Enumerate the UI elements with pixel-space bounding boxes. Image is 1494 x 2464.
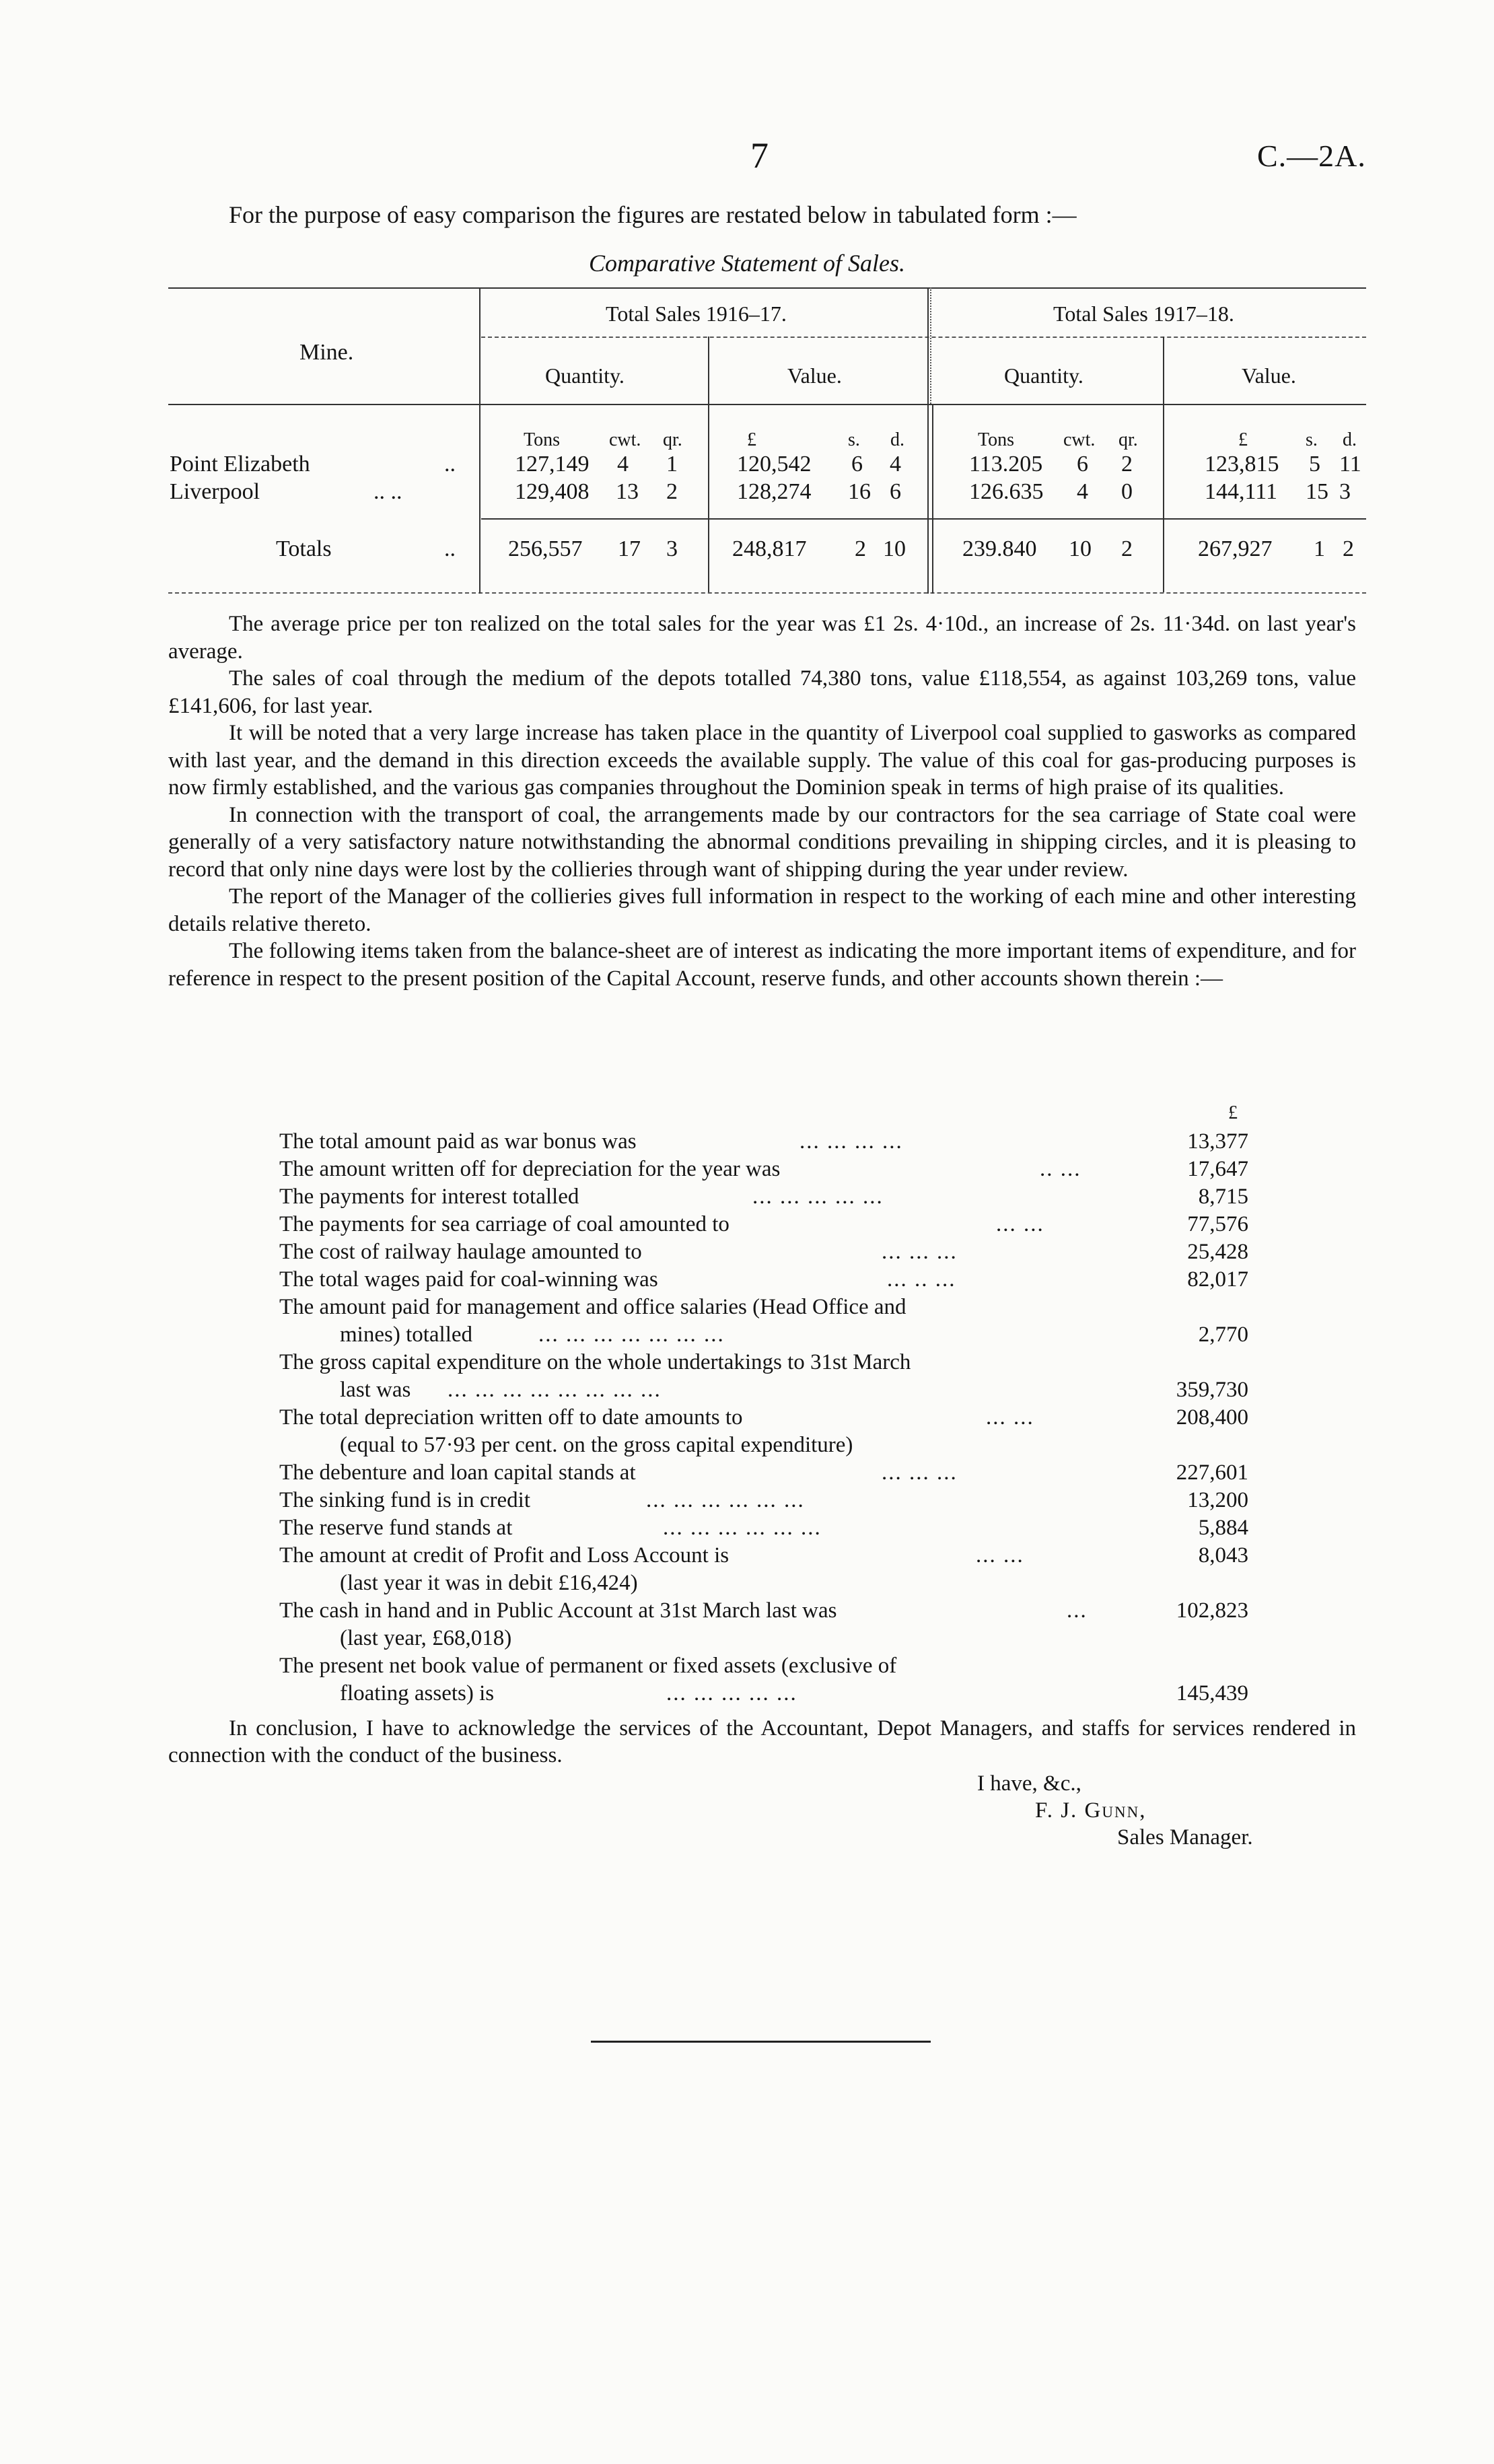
- signature-title: Sales Manager.: [1117, 1825, 1253, 1850]
- item-depreciation-year: [0, 1157, 1494, 1184]
- value-header-1917: Value.: [1242, 363, 1296, 388]
- row-dots: ..: [444, 452, 456, 477]
- total-v17-d: 2: [1343, 536, 1354, 561]
- leader-dots: ...: [1067, 1598, 1088, 1623]
- item-railway-haulage: [0, 1240, 1494, 1267]
- item-value: 8,043: [1198, 1543, 1248, 1568]
- item-text: The reserve fund stands at: [279, 1516, 513, 1540]
- item-cash-in-hand: [0, 1598, 1494, 1625]
- year-divider-rule-b: [932, 404, 933, 594]
- total-v17-s: 1: [1314, 536, 1325, 561]
- q16-qr: 2: [666, 479, 678, 504]
- q16-cwt: 13: [616, 479, 639, 504]
- item-text: The cash in hand and in Public Account at 31st March last was: [279, 1598, 837, 1623]
- v16-d: 4: [890, 452, 901, 477]
- intro-text: For the purpose of easy comparison the figures are restated below in tabulated form :—: [229, 201, 1077, 228]
- item-value: 82,017: [1187, 1267, 1248, 1292]
- item-text: The debenture and loan capital stands at: [279, 1460, 636, 1485]
- item-value: 359,730: [1176, 1378, 1248, 1402]
- item-note: (last year it was in debit £16,424): [340, 1571, 638, 1595]
- qty-value-rule-1916: [708, 337, 709, 592]
- leader-dots: ... .. ...: [887, 1267, 956, 1292]
- group-header-1917: Total Sales 1917–18.: [1053, 302, 1234, 326]
- item-debenture: [0, 1460, 1494, 1487]
- item-gross-capital-cont: [0, 1378, 1494, 1405]
- item-value: 25,428: [1187, 1240, 1248, 1264]
- leader-dots: ... ... ...: [882, 1240, 958, 1264]
- unit-qr-1917: qr.: [1118, 429, 1138, 450]
- signature-closing: I have, &c.,: [977, 1771, 1081, 1796]
- item-value: 13,200: [1187, 1488, 1248, 1512]
- item-management-salaries-cont: [0, 1323, 1494, 1349]
- item-management-salaries: [0, 1295, 1494, 1322]
- q17-qr: 0: [1121, 479, 1133, 504]
- v16-s: 16: [848, 479, 871, 504]
- v16-pounds: 128,274: [737, 479, 812, 504]
- page-number: 7: [750, 135, 769, 176]
- item-text: The amount at credit of Profit and Loss Account is: [279, 1543, 730, 1568]
- item-value: 8,715: [1198, 1185, 1248, 1209]
- quantity-header-1917: Quantity.: [1004, 363, 1083, 388]
- q17-tons: 113.205: [969, 452, 1043, 477]
- leader-dots: .. ...: [1040, 1157, 1081, 1181]
- conclusion-text: In conclusion, I have to acknowledge the services of the Accountant, Depot Managers, and staffs for services rendered in connection with the conduct of the business.: [168, 1716, 1356, 1767]
- q17-cwt: 6: [1077, 452, 1088, 477]
- q17-qr: 2: [1121, 452, 1133, 477]
- total-v17-pounds: 267,927: [1198, 536, 1273, 561]
- item-sinking-fund: [0, 1488, 1494, 1515]
- unit-s-1916: s.: [848, 429, 860, 450]
- totals-dots: ..: [444, 536, 456, 561]
- leader-dots: ... ... ... ... ...: [752, 1185, 884, 1209]
- table-caption: Comparative Statement of Sales.: [589, 250, 905, 277]
- document-reference: C.—2A.: [1257, 139, 1366, 173]
- item-value: 13,377: [1187, 1129, 1248, 1154]
- item-fixed-assets: [0, 1654, 1494, 1681]
- item-text: The amount written off for depreciation for the year was: [279, 1157, 781, 1181]
- unit-pounds-1916: £: [747, 429, 756, 450]
- item-text: The total depreciation written off to date amounts to: [279, 1405, 743, 1430]
- table-top-rule: [168, 287, 1366, 289]
- leader-dots: ... ...: [976, 1543, 1024, 1568]
- unit-d-1917: d.: [1343, 429, 1357, 450]
- paragraph-depot-sales: The sales of coal through the medium of the depots totalled 74,380 tons, value £118,554, as against 103,269 tons, value £141,606, for last year.: [168, 666, 1356, 718]
- item-value: 77,576: [1187, 1212, 1248, 1236]
- item-value: 2,770: [1198, 1323, 1248, 1347]
- signature-name: F. J. Gunn,: [1035, 1798, 1147, 1823]
- item-text: The cost of railway haulage amounted to: [279, 1240, 642, 1264]
- q17-tons: 126.635: [969, 479, 1044, 504]
- total-q17-tons: 239.840: [962, 536, 1037, 561]
- q17-cwt: 4: [1077, 479, 1088, 504]
- sales-comparison-table: [168, 286, 1366, 596]
- header-bottom-rule: [168, 404, 1366, 405]
- unit-s-1917: s.: [1306, 429, 1318, 450]
- unit-cwt-1916: cwt.: [609, 429, 641, 450]
- mine-name-point-elizabeth: Point Elizabeth: [170, 452, 310, 477]
- leader-dots: ... ... ...: [882, 1460, 958, 1485]
- total-q16-tons: 256,557: [508, 536, 583, 561]
- v17-pounds: 123,815: [1205, 452, 1279, 477]
- paragraph-gasworks: It will be noted that a very large increase has taken place in the quantity of Liverpool coal supplied to gasworks as compared with last year, and the demand in this direction exceeds the available supply. The value of this coal for gas-producing purposes is now firmly established, and the various gas companies throughout the Dominion speak in terms of high praise of its qualities.: [168, 721, 1356, 800]
- item-value: 102,823: [1176, 1598, 1248, 1623]
- item-profit-loss: [0, 1543, 1494, 1570]
- row-dots: .. ..: [374, 479, 402, 504]
- group-header-rule: [481, 337, 1366, 338]
- q16-cwt: 4: [617, 452, 629, 477]
- q16-qr: 1: [666, 452, 678, 477]
- qty-value-rule-1917: [1163, 337, 1164, 592]
- v17-s: 15: [1306, 479, 1328, 504]
- leader-dots: ... ...: [986, 1405, 1034, 1430]
- item-fixed-assets-cont: [0, 1681, 1494, 1708]
- item-text: The total amount paid as war bonus was: [279, 1129, 637, 1154]
- paragraph-balance-sheet: The following items taken from the balance-sheet are of interest as indicating the more important items of expenditure, and for reference in respect to the present position of the Capital Account, reserve funds, and other accounts shown therein :—: [168, 939, 1356, 991]
- v16-pounds: 120,542: [737, 452, 812, 477]
- item-value: 227,601: [1176, 1460, 1248, 1485]
- leader-dots: ... ... ... ... ... ... ... ...: [448, 1378, 662, 1402]
- leader-dots: ... ... ... ...: [799, 1129, 903, 1154]
- totals-label: Totals: [276, 536, 332, 561]
- item-note: (last year, £68,018): [340, 1626, 512, 1650]
- year-divider-rule-a: [927, 287, 929, 594]
- leader-dots: ... ...: [996, 1212, 1044, 1236]
- item-war-bonus: [0, 1129, 1494, 1156]
- item-text: The total wages paid for coal-winning was: [279, 1267, 658, 1292]
- q16-tons: 129,408: [515, 479, 590, 504]
- unit-d-1916: d.: [890, 429, 904, 450]
- total-v16-s: 2: [855, 536, 866, 561]
- items-currency-symbol: £: [1228, 1102, 1238, 1123]
- table-bottom-rule: [168, 592, 1366, 594]
- v17-pounds: 144,111: [1205, 479, 1277, 504]
- year-divider-dotted: [930, 287, 931, 404]
- unit-tons-1917: Tons: [978, 429, 1015, 450]
- item-sea-carriage: [0, 1212, 1494, 1239]
- unit-tons-1916: Tons: [524, 429, 561, 450]
- item-gross-capital: [0, 1350, 1494, 1377]
- total-q16-qr: 3: [666, 536, 678, 561]
- item-cash-in-hand-note: [0, 1626, 1494, 1653]
- group-header-1916: Total Sales 1916–17.: [606, 302, 787, 326]
- total-q16-cwt: 17: [618, 536, 641, 561]
- paragraph-manager-report: The report of the Manager of the collieries gives full information in respect to the working of each mine and other interesting details relative thereto.: [168, 884, 1356, 936]
- item-wages: [0, 1267, 1494, 1294]
- item-text-continued: mines) totalled: [340, 1323, 473, 1347]
- leader-dots: ... ... ... ... ... ...: [663, 1516, 822, 1540]
- item-text: The payments for interest totalled: [279, 1185, 579, 1209]
- unit-cwt-1917: cwt.: [1063, 429, 1096, 450]
- conclusion: [168, 1715, 1356, 1769]
- item-text: The present net book value of permanent or fixed assets (exclusive of: [279, 1654, 897, 1678]
- v16-d: 6: [890, 479, 901, 504]
- item-reserve-fund: [0, 1516, 1494, 1543]
- value-header-1916: Value.: [787, 363, 842, 388]
- item-value: 5,884: [1198, 1516, 1248, 1540]
- item-text: The payments for sea carriage of coal amounted to: [279, 1212, 730, 1236]
- paragraph-average-price: The average price per ton realized on the total sales for the year was £1 2s. 4·10d., an increase of 2s. 11·34d. on last year's average.: [168, 612, 1356, 664]
- leader-dots: ... ... ... ... ... ... ...: [538, 1323, 725, 1347]
- q16-tons: 127,149: [515, 452, 590, 477]
- unit-pounds-1917: £: [1238, 429, 1248, 450]
- total-v16-d: 10: [883, 536, 906, 561]
- item-text: The amount paid for management and office salaries (Head Office and: [279, 1295, 906, 1319]
- item-profit-loss-note: [0, 1571, 1494, 1598]
- mine-column-rule: [479, 287, 481, 594]
- mine-header: Mine.: [299, 340, 354, 365]
- total-q17-cwt: 10: [1069, 536, 1092, 561]
- item-value: 17,647: [1187, 1157, 1248, 1181]
- item-text-continued: floating assets) is: [340, 1681, 495, 1705]
- unit-qr-1916: qr.: [663, 429, 682, 450]
- body-paragraphs: [168, 610, 1356, 992]
- item-text: The gross capital expenditure on the whole undertakings to 31st March: [279, 1350, 911, 1374]
- item-text-continued: last was: [340, 1378, 411, 1402]
- total-v16-pounds: 248,817: [732, 536, 807, 561]
- total-q17-qr: 2: [1121, 536, 1133, 561]
- item-text: The sinking fund is in credit: [279, 1488, 531, 1512]
- v17-d: 3: [1339, 479, 1351, 504]
- v17-d: 11: [1339, 452, 1361, 477]
- leader-dots: ... ... ... ... ... ...: [646, 1488, 805, 1512]
- leader-dots: ... ... ... ... ...: [666, 1681, 797, 1705]
- item-total-depreciation-note: [0, 1433, 1494, 1460]
- totals-top-rule: [481, 518, 1366, 520]
- v16-s: 6: [851, 452, 863, 477]
- quantity-header-1916: Quantity.: [545, 363, 625, 388]
- v17-s: 5: [1309, 452, 1320, 477]
- item-interest: [0, 1185, 1494, 1211]
- item-note: (equal to 57·93 per cent. on the gross capital expenditure): [340, 1433, 853, 1457]
- item-value: 208,400: [1176, 1405, 1248, 1430]
- item-value: 145,439: [1176, 1681, 1248, 1705]
- paragraph-transport: In connection with the transport of coal, the arrangements made by our contractors for the sea carriage of State coal were generally of a very satisfactory nature notwithstanding the abnormal conditions prevailing in shipping circles, and it is pleasing to record that only nine days were lost by the collieries through want of shipping during the year under review.: [168, 802, 1356, 882]
- end-rule: [591, 2041, 931, 2043]
- item-total-depreciation: [0, 1405, 1494, 1432]
- mine-name-liverpool: Liverpool: [170, 479, 260, 504]
